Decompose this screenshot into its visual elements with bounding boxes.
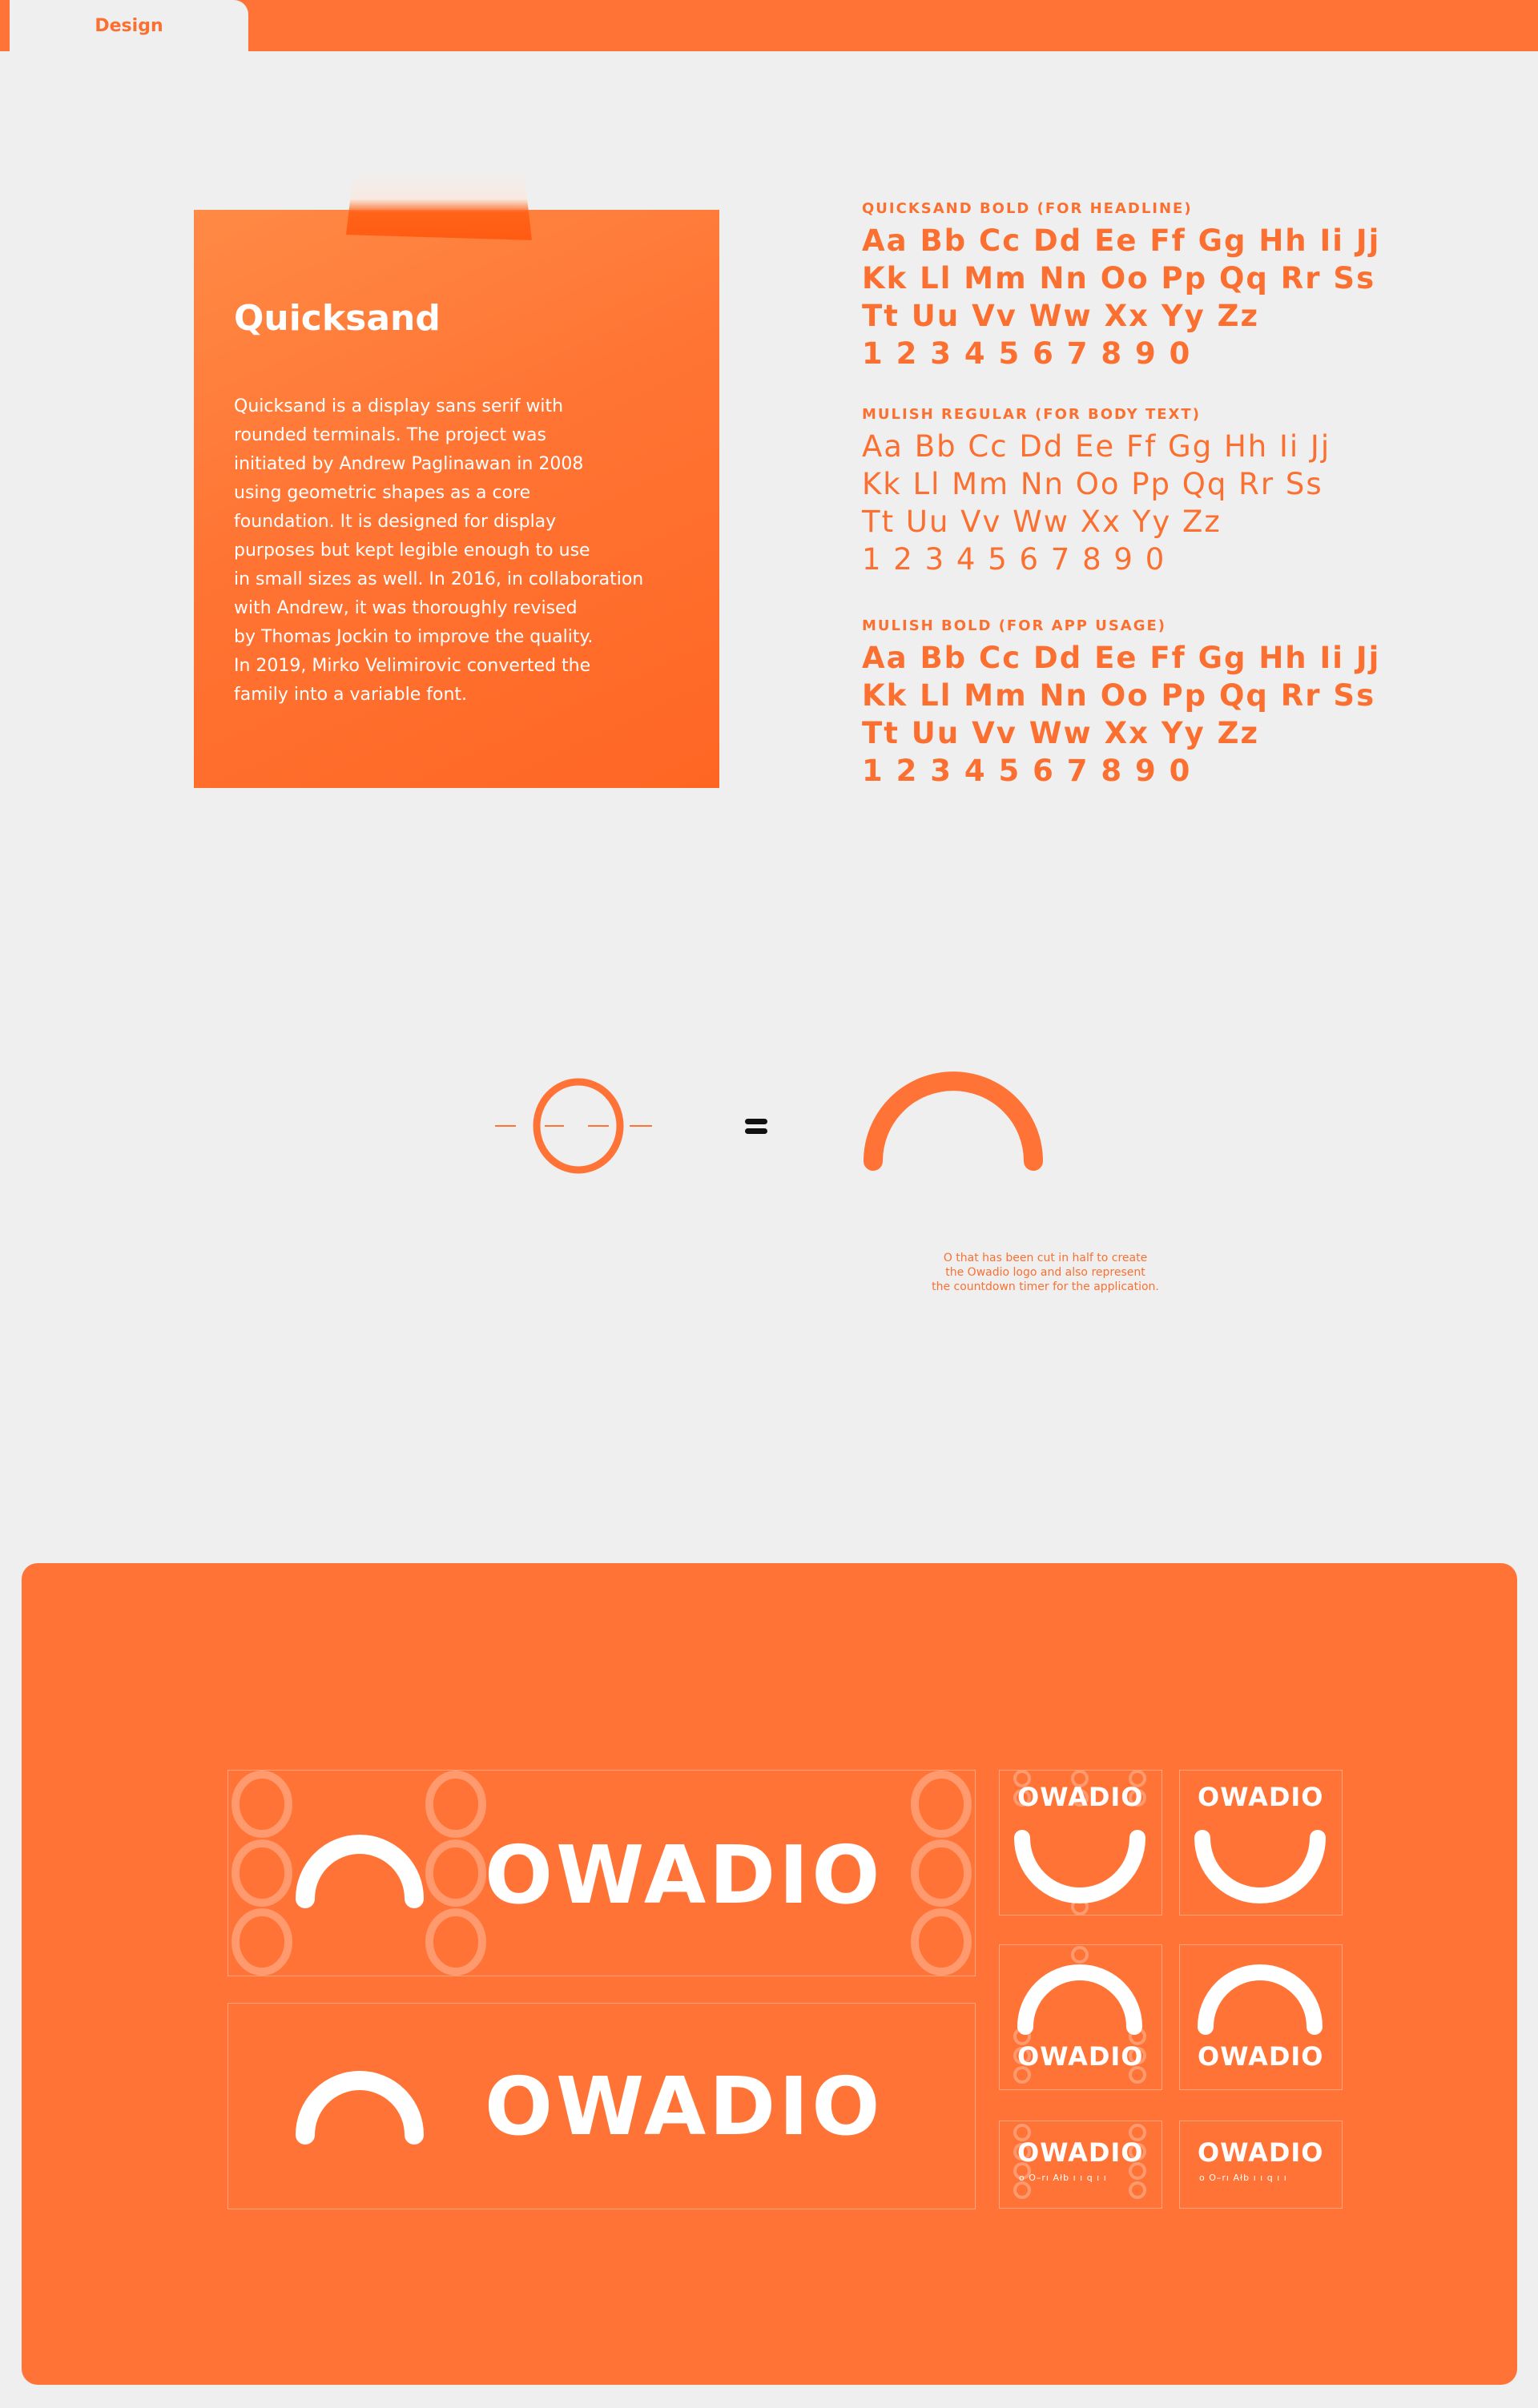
logo-wordmark: OWADIO [1017,2041,1144,2072]
logo-wordmark: OWADIO [1017,1782,1144,1812]
tape-decoration [346,171,532,240]
specimen-line: Kk Ll Mm Nn Oo Pp Qq Rr Ss [862,467,1323,501]
logo-vertical-arc-construction [999,1944,1162,2090]
logo-arc-icon [305,1844,414,1899]
specimen-line: Aa Bb Cc Dd Ee Ff Gg Hh Ii Jj [862,641,1381,675]
specimen-label: QUICKSAND BOLD (FOR HEADLINE) [862,200,1193,217]
logo-horizontal-box [227,2003,976,2209]
concept-caption: O that has been cut in half to create the Owadio logo and also represent the countdown timer for the application. [932,1252,1159,1293]
logo-small-caption: o O–rı Ałb ı ı q ı ı [1019,2173,1107,2183]
specimen-line: Kk Ll Mm Nn Oo Pp Qq Rr Ss [862,678,1376,713]
logo-arc-icon [1025,1972,1134,2027]
specimen-line: 1 2 3 4 5 6 7 8 9 0 [862,754,1192,788]
logo-panel [22,1563,1517,2385]
card-description: Quicksand is a display sans serif with rounded terminals. The project was initiated by Andrew Paglinawan in 2008 using geometric shapes as a core foundation. It is designed for display purposes but kept legible enough to use in small sizes as well. In 2016, in collaboration with Andrew, it was thoroughly revised by Thomas Jockin to improve the quality. In 2019, Mirko Velimirovic converted the family into a variable font. [234,396,644,705]
logo-arc-icon [1206,1972,1315,2027]
logo-construction-box [227,1770,976,1976]
specimen-line: Tt Uu Vv Ww Xx Yy Zz [862,299,1260,333]
specimen-label: MULISH BOLD (FOR APP USAGE) [862,617,1167,634]
logo-vertical-arc [1179,1944,1343,2090]
logo-small-caption: o O–rı Ałb ı ı q ı ı [1199,2173,1287,2183]
logo-wordmark: OWADIO [485,1828,884,1922]
specimen-line: Tt Uu Vv Ww Xx Yy Zz [862,505,1222,539]
logo-concept-diagram [481,1065,1057,1193]
specimen-line: Kk Ll Mm Nn Oo Pp Qq Rr Ss [862,261,1376,295]
specimen-quicksand-bold [862,200,1471,372]
logo-wordmark-plain [1179,2121,1343,2209]
half-circle-icon [873,1081,1033,1161]
specimen-line: 1 2 3 4 5 6 7 8 9 0 [862,336,1192,371]
card-title: Quicksand [234,298,441,339]
font-info-card [194,210,719,788]
specimen-line: Aa Bb Cc Dd Ee Ff Gg Hh Ii Jj [862,223,1381,258]
logo-wordmark-construction [999,2121,1162,2209]
logo-smile-icon [1202,1838,1318,1895]
specimen-line: Aa Bb Cc Dd Ee Ff Gg Hh Ii Jj [862,429,1331,464]
logo-wordmark: OWADIO [1017,2137,1144,2168]
specimen-label: MULISH REGULAR (FOR BODY TEXT) [862,406,1201,423]
specimen-line: 1 2 3 4 5 6 7 8 9 0 [862,542,1166,577]
logo-smile-icon [1022,1838,1137,1895]
specimen-mulish-regular [862,406,1471,578]
logo-wordmark: OWADIO [1198,1782,1324,1812]
specimen-mulish-bold [862,617,1471,790]
logo-arc-icon [305,2080,414,2135]
equals-icon [745,1119,767,1134]
logo-vertical-smile-construction [999,1770,1162,1916]
logo-wordmark: OWADIO [485,2060,884,2153]
logo-wordmark: OWADIO [1198,2137,1324,2168]
tab-design[interactable]: Design [10,0,248,51]
logo-wordmark: OWADIO [1198,2041,1324,2072]
logo-vertical-smile [1179,1770,1343,1916]
o-circle-icon [495,1082,652,1170]
specimen-line: Tt Uu Vv Ww Xx Yy Zz [862,716,1260,750]
